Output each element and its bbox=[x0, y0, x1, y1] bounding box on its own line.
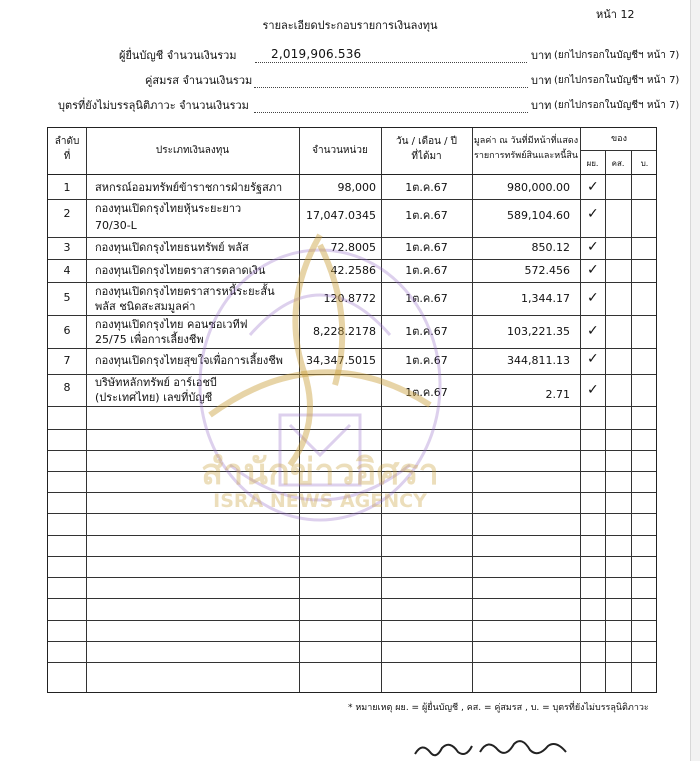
row-no: 5 bbox=[63, 291, 71, 304]
row-date: 1ต.ค.67 bbox=[405, 264, 448, 277]
footnote: * หมายเหตุ ผย. = ผู้ยื่นบัญชี , คส. = คู่สมรส , บ. = บุตรที่ยังไม่บรรลุนิติภาวะ bbox=[348, 703, 649, 713]
row-value: 1,344.17 bbox=[521, 292, 570, 305]
row-divider bbox=[48, 662, 656, 663]
declarant-label: บุตรที่ยังไม่บรรลุนิติภาวะ จำนวนเงินรวม bbox=[58, 99, 249, 112]
row-value: 572.456 bbox=[524, 264, 570, 277]
row-type: กองทุนเปิดกรุงไทย คอนซอเวทีฟ bbox=[95, 318, 248, 331]
row-divider bbox=[48, 406, 656, 407]
row-value: 344,811.13 bbox=[507, 354, 570, 367]
row-units: 8,228.2178 bbox=[313, 325, 376, 338]
row-type: สหกรณ์ออมทรัพย์ข้าราชการฝ่ายรัฐสภา bbox=[95, 181, 283, 194]
row-divider bbox=[48, 348, 656, 349]
page-number: หน้า 12 bbox=[596, 8, 635, 21]
header-bottom-line bbox=[48, 174, 656, 175]
row-divider bbox=[48, 620, 656, 621]
row-date: 1ต.ค.67 bbox=[405, 209, 448, 222]
header-date bbox=[381, 134, 472, 164]
header-date-line1: วัน / เดือน / ปี bbox=[395, 136, 457, 147]
unit-label: บาท bbox=[531, 74, 552, 87]
row-divider bbox=[48, 513, 656, 514]
watermark-text-english: ISRA NEWS AGENCY bbox=[213, 490, 427, 512]
row-type: กองทุนเปิดกรุงไทยหุ้นระยะยาว bbox=[95, 202, 242, 215]
row-units: 17,047.0345 bbox=[306, 209, 376, 222]
investment-table bbox=[47, 127, 657, 693]
owner-check-icon: ✓ bbox=[587, 351, 599, 367]
row-divider bbox=[48, 237, 656, 238]
row-type-cont: 25/75 เพื่อการเลี้ยงชีพ bbox=[95, 333, 204, 346]
row-value: 980,000.00 bbox=[507, 181, 570, 194]
owner-check-icon: ✓ bbox=[587, 323, 599, 339]
carry-over-note: (ยกไปกรอกในบัญชีฯ หน้า 7) bbox=[554, 75, 680, 86]
declarant-label: คู่สมรส จำนวนเงินรวม bbox=[145, 74, 253, 87]
row-type: กองทุนเปิดกรุงไทยตราสารหนี้ระยะสั้น bbox=[95, 285, 275, 298]
row-type: กองทุนเปิดกรุงไทยธนทรัพย์ พลัส bbox=[95, 241, 249, 254]
header-value-line2: รายการทรัพย์สินและหนี้สิน bbox=[474, 151, 578, 161]
row-no: 7 bbox=[63, 354, 71, 367]
row-divider bbox=[580, 150, 656, 151]
declarant-amount: 2,019,906.536 bbox=[271, 47, 362, 61]
row-divider bbox=[48, 556, 656, 557]
declarant-label: ผู้ยื่นบัญชี จำนวนเงินรวม bbox=[119, 49, 237, 62]
declarant-line-spouse bbox=[145, 73, 685, 89]
header-units: จำนวนหน่วย bbox=[312, 145, 368, 156]
owner-check-icon: ✓ bbox=[587, 290, 599, 306]
row-date: 1ต.ค.67 bbox=[405, 292, 448, 305]
column-divider bbox=[605, 150, 606, 692]
row-date: 1ต.ค.67 bbox=[405, 354, 448, 367]
row-type: กองทุนเปิดกรุงไทยสุขใจเพื่อการเลี้ยงชีพ bbox=[95, 354, 283, 367]
unit-label: บาท bbox=[531, 49, 552, 62]
owner-check-icon: ✓ bbox=[587, 179, 599, 195]
column-divider bbox=[631, 150, 632, 692]
owner-check-icon: ✓ bbox=[587, 239, 599, 255]
row-no: 8 bbox=[63, 381, 71, 394]
page-edge bbox=[690, 0, 700, 761]
row-no: 6 bbox=[63, 324, 71, 337]
header-date-line2: ที่ได้มา bbox=[411, 151, 442, 162]
carry-over-note: (ยกไปกรอกในบัญชีฯ หน้า 7) bbox=[554, 50, 680, 61]
row-no: 1 bbox=[63, 181, 71, 194]
row-type-cont: (ประเทศไทย) เลขที่บัญชี bbox=[95, 391, 213, 404]
header-type: ประเภทเงินลงทุน bbox=[155, 145, 230, 156]
row-no: 2 bbox=[63, 207, 71, 220]
row-divider bbox=[48, 641, 656, 642]
fill-line bbox=[254, 73, 528, 88]
fill-line bbox=[254, 98, 528, 113]
row-units: 120.8772 bbox=[323, 292, 376, 305]
header-owner: ของ bbox=[611, 134, 627, 144]
owner-check-icon: ✓ bbox=[587, 382, 599, 398]
row-divider bbox=[48, 577, 656, 578]
header-owner-spouse: คส. bbox=[611, 159, 625, 168]
document-title: รายละเอียดประกอบรายการเงินลงทุน bbox=[262, 19, 438, 32]
row-divider bbox=[48, 535, 656, 536]
row-type: บริษัทหลักทรัพย์ อาร์เอชบี bbox=[95, 376, 217, 389]
row-date: 1ต.ค.67 bbox=[405, 241, 448, 254]
carry-over-note: (ยกไปกรอกในบัญชีฯ หน้า 7) bbox=[554, 100, 680, 111]
watermark-text-thai: สำนักข่าวอิศรา bbox=[201, 452, 439, 493]
header-owner-filer: ผย. bbox=[586, 159, 599, 168]
row-divider bbox=[48, 429, 656, 430]
signature-image bbox=[410, 734, 580, 761]
unit-label: บาท bbox=[531, 99, 552, 112]
row-date: 1ต.ค.67 bbox=[405, 325, 448, 338]
row-units: 98,000 bbox=[337, 181, 376, 194]
row-units: 72.8005 bbox=[330, 241, 376, 254]
row-value: 850.12 bbox=[531, 241, 570, 254]
row-date: 1ต.ค.67 bbox=[405, 181, 448, 194]
column-divider bbox=[580, 128, 581, 692]
row-no: 3 bbox=[63, 241, 71, 254]
row-no: 4 bbox=[63, 264, 71, 277]
row-type: กองทุนเปิดกรุงไทยตราสารตลาดเงิน bbox=[95, 264, 266, 277]
header-seq bbox=[48, 134, 86, 164]
row-value: 2.71 bbox=[545, 388, 570, 401]
header-value-line1: มูลค่า ณ วันที่มีหน้าที่แสดง bbox=[473, 136, 579, 146]
row-type-cont: 70/30-L bbox=[95, 219, 137, 232]
header-value bbox=[472, 134, 580, 164]
owner-check-icon: ✓ bbox=[587, 206, 599, 222]
row-divider bbox=[48, 598, 656, 599]
header-owner-child: บ. bbox=[640, 159, 649, 168]
row-value: 103,221.35 bbox=[507, 325, 570, 338]
row-units: 34,347.5015 bbox=[306, 354, 376, 367]
owner-check-icon: ✓ bbox=[587, 262, 599, 278]
row-type-cont: พลัส ชนิดสะสมมูลค่า bbox=[95, 300, 196, 313]
header-seq-line2: ที่ bbox=[63, 151, 71, 162]
header-seq-line1: ลำดับ bbox=[54, 136, 80, 147]
declarant-line-children bbox=[58, 98, 688, 114]
column-divider bbox=[86, 128, 87, 692]
row-value: 589,104.60 bbox=[507, 209, 570, 222]
row-date: 1ต.ค.67 bbox=[405, 386, 448, 399]
row-units: 42.2586 bbox=[330, 264, 376, 277]
row-divider bbox=[48, 259, 656, 260]
declarant-line-filer bbox=[119, 48, 679, 64]
